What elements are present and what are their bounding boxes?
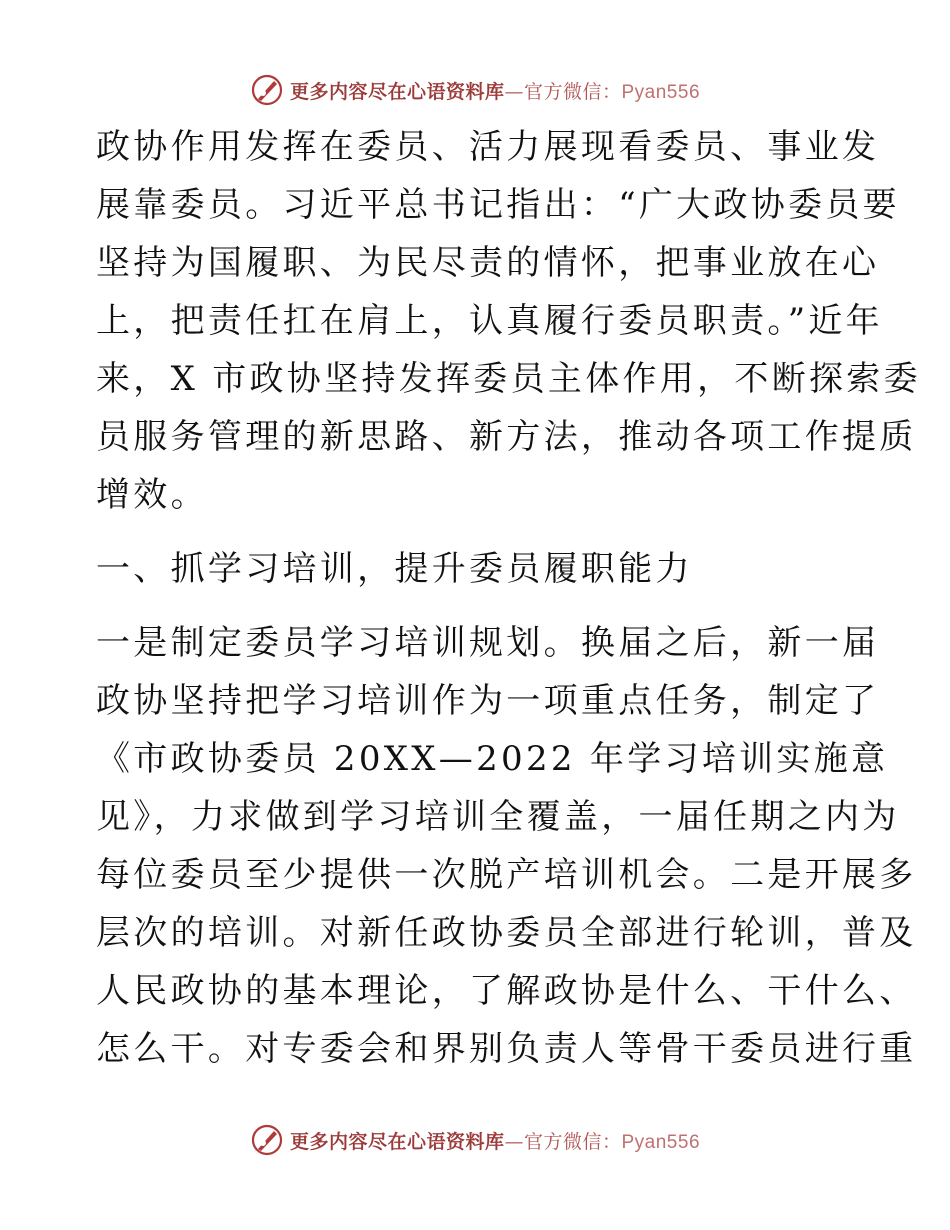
heading-line: 一、抓学习培训，提升委员履职能力: [96, 549, 693, 589]
text-line: 见》，力求做到学习培训全覆盖，一届任期之内为: [96, 797, 900, 837]
paragraph-training: [96, 614, 917, 1078]
watermark-tail: 官方微信：: [523, 80, 622, 103]
text-line: 来，X 市政协坚持发挥委员主体作用，不断探索委: [96, 359, 921, 399]
watermark-lead: 更多内容尽在心语资料库: [289, 1130, 505, 1153]
watermark-text: [290, 1127, 700, 1154]
watermark-banner-bottom: [0, 1120, 950, 1160]
text-line: 政协作用发挥在委员、活力展现看委员、事业发: [96, 127, 880, 167]
watermark-tail: 官方微信：: [523, 1130, 622, 1153]
logo-icon: [250, 1123, 284, 1157]
watermark-id: Pyan556: [621, 1131, 701, 1153]
text-line: 上，把责任扛在肩上，认真履行委员职责。”近年: [96, 301, 883, 341]
section-heading: [96, 540, 856, 598]
text-line: 《市政协委员 20XX—2022 年学习培训实施意: [96, 739, 889, 779]
watermark-separator: —: [504, 80, 524, 103]
text-line: 政协坚持把学习培训作为一项重点任务，制定了: [96, 681, 880, 721]
text-line: 层次的培训。对新任政协委员全部进行轮训，普及: [96, 913, 917, 953]
watermark-id: Pyan556: [621, 81, 701, 103]
text-line: 怎么干。对专委会和界别负责人等骨干委员进行重: [96, 1029, 917, 1069]
document-body: [96, 118, 921, 1078]
paragraph-intro: [96, 118, 921, 524]
text-line: 一是制定委员学习培训规划。换届之后，新一届: [96, 623, 880, 663]
text-line: 坚持为国履职、为民尽责的情怀，把事业放在心: [96, 243, 880, 283]
text-line: 员服务管理的新思路、新方法，推动各项工作提质: [96, 417, 917, 457]
watermark-separator: —: [504, 1130, 524, 1153]
watermark-text: [290, 77, 700, 104]
watermark-lead: 更多内容尽在心语资料库: [289, 80, 505, 103]
logo-icon: [250, 73, 284, 107]
watermark-banner-top: [0, 70, 950, 110]
text-line: 每位委员至少提供一次脱产培训机会。二是开展多: [96, 855, 917, 895]
text-line: 展靠委员。习近平总书记指出：“广大政协委员要: [96, 185, 900, 225]
text-line: 人民政协的基本理论，了解政协是什么、干什么、: [96, 971, 917, 1011]
text-line: 增效。: [96, 475, 208, 515]
